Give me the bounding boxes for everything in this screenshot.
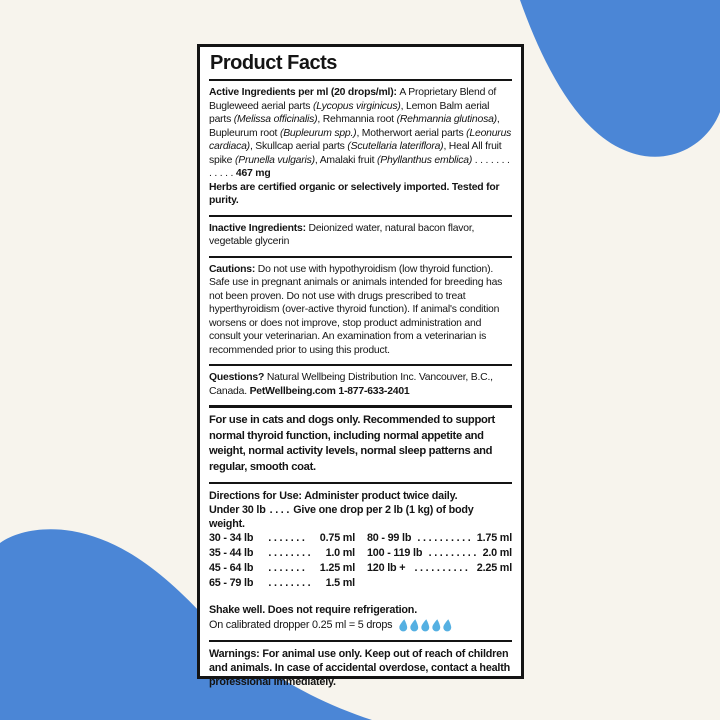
dosage-row	[209, 546, 355, 561]
dose-value: 2.0 ml	[482, 547, 512, 559]
dosage-column-left	[209, 531, 355, 591]
text-run: , Motherwort aerial parts	[356, 127, 467, 139]
active-ingredients-section	[209, 81, 512, 215]
weight-range: 120 lb +	[367, 562, 406, 574]
active-ingredients-text	[209, 86, 512, 181]
text-run: Active Ingredients per ml (20 drops/ml):	[209, 87, 400, 98]
dosage-row	[367, 561, 512, 576]
weight-range: 80 - 99 lb	[367, 532, 412, 544]
text-run: (Leonurus cardiaca)	[209, 127, 512, 152]
text-run: , Rehmannia root	[317, 114, 397, 125]
under-30-label: Under 30 lb	[209, 504, 266, 516]
cautions-text	[209, 263, 512, 358]
text-run: A Proprietary Blend of Bugleweed aerial parts	[209, 87, 497, 112]
shake-well-text: Shake well. Does not require refrigeration.	[209, 604, 417, 616]
dosage-column-right	[367, 531, 512, 591]
directions-heading: Directions for Use: Administer product twice daily.	[209, 490, 458, 502]
droplet-icon	[399, 618, 410, 632]
panel-title: Product Facts	[210, 52, 337, 74]
droplet-icon	[443, 618, 454, 632]
cautions-section	[209, 258, 512, 365]
text-run: Deionized water, natural bacon flavor, vegetable glycerin	[209, 222, 475, 247]
inactive-ingredients-text	[209, 222, 512, 249]
dosage-table	[209, 531, 512, 591]
dose-value: 1.0 ml	[325, 547, 355, 559]
text-run: (Scutellaria lateriflora)	[347, 141, 444, 152]
dot-leader: . . . . . . . .	[268, 577, 311, 589]
text-run: Cautions:	[209, 263, 258, 275]
inactive-ingredients-section	[209, 217, 512, 256]
dose-value: 1.25 ml	[319, 562, 355, 574]
weight-range: 30 - 34 lb	[209, 532, 254, 544]
text-run: Natural Wellbeing Distribution Inc. Vancouver, B.C., Canada.	[209, 372, 493, 397]
droplet-icons	[399, 619, 452, 632]
dot-leader: . . . . . . . . . .	[414, 562, 468, 574]
text-run: (Phyllanthus emblica)	[376, 154, 473, 166]
dropper-text-line	[209, 618, 512, 633]
text-run: , Amalaki fruit	[314, 154, 377, 166]
weight-range: 35 - 44 lb	[209, 547, 254, 559]
dosage-row	[209, 531, 355, 546]
dot-leader: . . . . . . . .	[268, 547, 311, 559]
droplet-icon	[432, 618, 443, 632]
text-run: . . . . . . . . . . . .	[209, 154, 510, 179]
text-run: (Prunella vulgaris)	[234, 154, 315, 166]
dot-leader: . . . . . . .	[268, 562, 305, 574]
questions-text	[209, 371, 512, 398]
blob-top-right	[520, 0, 720, 157]
dosage-row	[367, 546, 512, 561]
directions-section	[209, 484, 512, 598]
dose-value: 1.5 ml	[325, 577, 355, 589]
dropper-text: On calibrated dropper 0.25 ml = 5 drops	[209, 618, 393, 631]
questions-section	[209, 366, 512, 405]
warnings-text: Warnings: For animal use only. Keep out of reach of children and animals. In case of accidental overdose, contact a health professional immediately.	[209, 647, 511, 688]
active-ingredients-note: Herbs are certified organic or selectively imported. Tested for purity.	[209, 181, 500, 206]
dose-value: 2.25 ml	[476, 562, 512, 574]
text-run: (Rehmannia glutinosa)	[396, 114, 497, 125]
text-run: Questions?	[209, 372, 267, 383]
text-run: , Bupleurum root	[209, 114, 500, 139]
dose-value: 0.75 ml	[319, 532, 355, 544]
product-facts-panel	[197, 44, 524, 688]
dose-value: 1.75 ml	[476, 532, 512, 544]
warnings-section	[209, 642, 512, 696]
dot-leader: . . . .	[269, 504, 290, 516]
directions-under-30	[209, 503, 512, 531]
claim-text: For use in cats and dogs only. Recommended to support normal thyroid function, including normal appetite and weight, normal activity levels, normal sleep patterns and regular, smooth coat.	[209, 414, 495, 473]
droplet-icon	[410, 618, 421, 632]
text-run: (Lycopus virginicus)	[313, 100, 401, 112]
dosage-row	[209, 561, 355, 576]
text-run: 467 mg	[235, 168, 271, 179]
text-run: Inactive Ingredients:	[209, 222, 309, 234]
text-run: , Heal All fruit spike	[209, 141, 502, 166]
claim-section	[209, 408, 512, 482]
droplet-icon	[421, 618, 432, 632]
text-run: , Lemon Balm aerial parts	[209, 100, 490, 125]
dot-leader: . . . . . . .	[268, 532, 305, 544]
dosage-row	[209, 576, 355, 591]
text-run: PetWellbeing.com 1-877-633-2401	[249, 385, 410, 397]
dosage-row	[367, 531, 512, 546]
dot-leader: . . . . . . . . . .	[417, 532, 471, 544]
text-run: , Skullcap aerial parts	[249, 141, 348, 152]
text-run: (Bupleurum spp.)	[279, 127, 357, 139]
weight-range: 100 - 119 lb	[367, 547, 423, 559]
under-30-text: Give one drop per 2 lb (1 kg) of body weight.	[209, 504, 474, 530]
weight-range: 45 - 64 lb	[209, 562, 254, 574]
weight-range: 65 - 79 lb	[209, 577, 254, 589]
text-run: Do not use with hypothyroidism (low thyroid function). Safe use in pregnant animals or animals intended for breeding has not been proven. Do not use with drugs prescribed to treat hyperthyroidism (over-active thyroid function). If animal's condition worsens or does not improve, stop product administration and consult your veterinarian. An examination from a veterinarian is recommended prior to using this product.	[209, 263, 503, 356]
storage-section	[209, 598, 512, 640]
dot-leader: . . . . . . . . .	[428, 547, 477, 559]
text-run: (Melissa officinalis)	[233, 114, 318, 125]
